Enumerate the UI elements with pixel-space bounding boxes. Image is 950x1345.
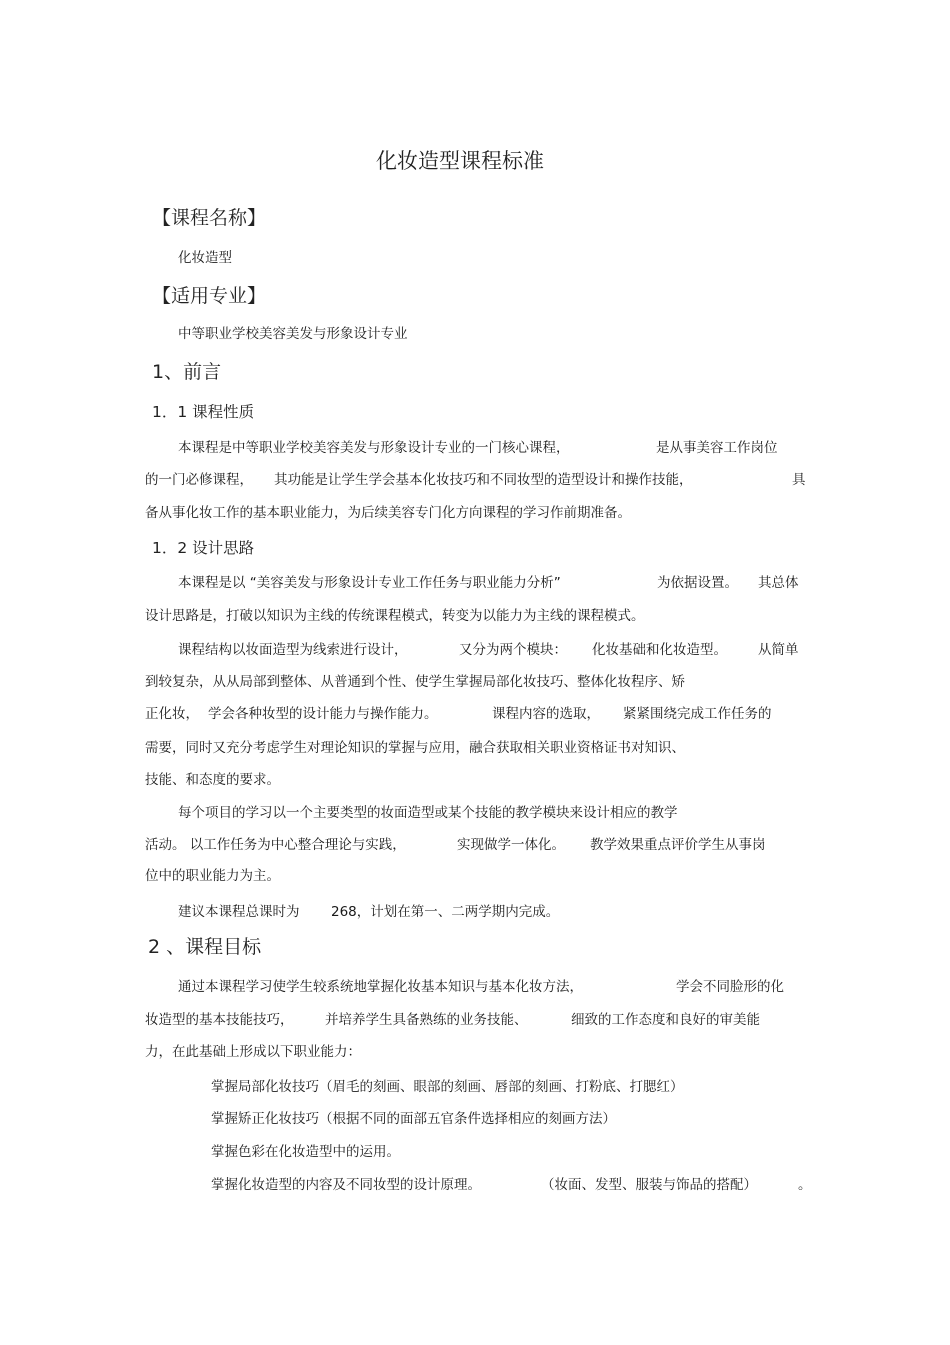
paragraph-line: 具 bbox=[792, 472, 806, 488]
course-name-heading: 【课程名称】 bbox=[152, 207, 267, 229]
paragraph-line: 紧紧围绕完成工作任务的 bbox=[623, 706, 772, 722]
paragraph-line: 正化妆， bbox=[145, 706, 199, 722]
paragraph-line: 从简单 bbox=[758, 642, 799, 658]
paragraph-line: 又分为两个模块： bbox=[459, 642, 567, 658]
paragraph-line: 到较复杂，从从局部到整体、从普通到个性、使学生掌握局部化妆技巧、整体化妆程序、矫 bbox=[145, 674, 685, 690]
paragraph-line: 268，计划在第一、二两学期内完成。 bbox=[331, 904, 560, 920]
ability-item: 。 bbox=[798, 1177, 812, 1193]
paragraph-line: 是从事美容工作岗位 bbox=[656, 440, 778, 456]
course-name-value: 化妆造型 bbox=[178, 250, 232, 266]
paragraph-line: 实现做学一体化。 bbox=[457, 837, 565, 853]
ability-item: （妆面、发型、服装与饰品的搭配） bbox=[541, 1177, 757, 1193]
section2-heading: 2 、课程目标 bbox=[148, 936, 262, 958]
paragraph-line: 位中的职业能力为主。 bbox=[145, 868, 280, 884]
paragraph-line: 备从事化妆工作的基本职业能力，为后续美容专门化方向课程的学习作前期准备。 bbox=[145, 505, 631, 521]
paragraph-line: 设计思路是，打破以知识为主线的传统课程模式，转变为以能力为主线的课程模式。 bbox=[145, 608, 645, 624]
paragraph-line: 本课程是中等职业学校美容美发与形象设计专业的一门核心课程， bbox=[178, 440, 570, 456]
paragraph-line: 通过本课程学习使学生较系统地掌握化妆基本知识与基本化妆方法， bbox=[178, 979, 583, 995]
page-title: 化妆造型课程标准 bbox=[376, 149, 544, 173]
paragraph-line: 其功能是让学生学会基本化妆技巧和不同妆型的造型设计和操作技能， bbox=[274, 472, 693, 488]
paragraph-line: 并培养学生具备熟练的业务技能、 bbox=[325, 1012, 528, 1028]
paragraph-line: 的一门必修课程， bbox=[145, 472, 253, 488]
major-heading: 【适用专业】 bbox=[152, 285, 267, 307]
ability-item: 掌握化妆造型的内容及不同妆型的设计原理。 bbox=[211, 1177, 481, 1193]
paragraph-line: 活动。 以工作任务为中心整合理论与实践， bbox=[145, 837, 406, 853]
paragraph-line: 学会不同脸形的化 bbox=[676, 979, 784, 995]
paragraph-line: 其总体 bbox=[758, 575, 799, 591]
paragraph-line: 为依据设置。 bbox=[657, 575, 738, 591]
ability-item: 掌握矫正化妆技巧（根据不同的面部五官条件选择相应的刻画方法） bbox=[211, 1111, 616, 1127]
paragraph-line: 学会各种妆型的设计能力与操作能力。 bbox=[208, 706, 438, 722]
paragraph-line: 化妆基础和化妆造型。 bbox=[592, 642, 727, 658]
paragraph-line: 课程结构以妆面造型为线索进行设计， bbox=[178, 642, 408, 658]
ability-item: 掌握色彩在化妆造型中的运用。 bbox=[211, 1144, 400, 1160]
paragraph-line: 妆造型的基本技能技巧， bbox=[145, 1012, 294, 1028]
paragraph-line: 本课程是以 “美容美发与形象设计专业工作任务与职业能力分析” bbox=[178, 575, 561, 591]
section1-sub1-heading: 1．1 课程性质 bbox=[152, 403, 255, 421]
ability-item: 掌握局部化妆技巧（眉毛的刻画、眼部的刻画、唇部的刻画、打粉底、打腮红） bbox=[211, 1079, 684, 1095]
major-value: 中等职业学校美容美发与形象设计专业 bbox=[178, 326, 408, 342]
paragraph-line: 技能、和态度的要求。 bbox=[145, 772, 280, 788]
paragraph-line: 细致的工作态度和良好的审美能 bbox=[571, 1012, 760, 1028]
paragraph-line: 建议本课程总课时为 bbox=[178, 904, 300, 920]
paragraph-line: 力，在此基础上形成以下职业能力： bbox=[145, 1044, 361, 1060]
paragraph-line: 需要，同时又充分考虑学生对理论知识的掌握与应用，融合获取相关职业资格证书对知识、 bbox=[145, 740, 685, 756]
section1-heading: 1、前言 bbox=[152, 361, 222, 383]
paragraph-line: 课程内容的选取， bbox=[492, 706, 600, 722]
paragraph-line: 教学效果重点评价学生从事岗 bbox=[590, 837, 766, 853]
section1-sub2-heading: 1．2 设计思路 bbox=[152, 539, 255, 557]
paragraph-line: 每个项目的学习以一个主要类型的妆面造型或某个技能的教学模块来设计相应的教学 bbox=[178, 805, 678, 821]
